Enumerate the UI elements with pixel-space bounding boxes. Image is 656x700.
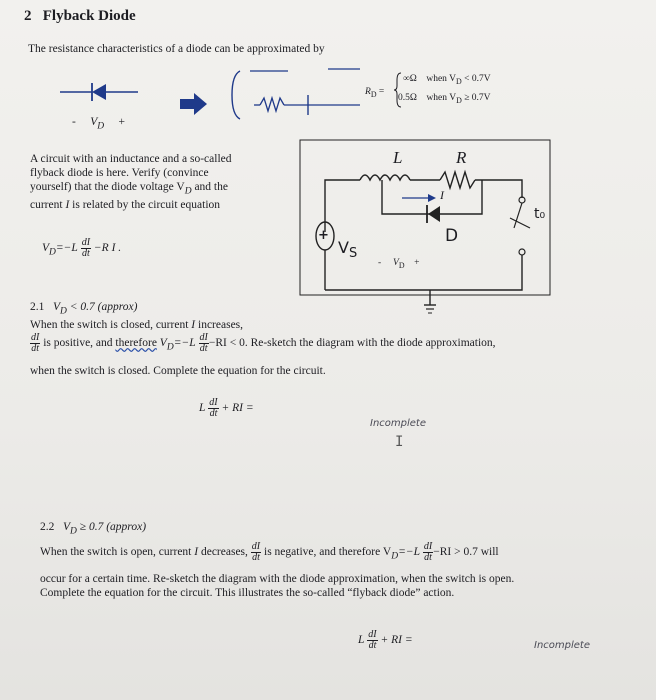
intro-text: The resistance characteristics of a diode can be approximated by bbox=[28, 43, 325, 55]
circuit-diode-vd-sub: D bbox=[398, 260, 405, 270]
part22-frac-num: dI bbox=[251, 541, 261, 552]
source-v: V bbox=[338, 238, 349, 257]
section-number: 2 bbox=[24, 8, 32, 24]
main-eq-tail: −R I . bbox=[93, 242, 122, 255]
part22-line2: occur for a certain time. Re-sketch the diagram with the diode approximation, when the switch is open. bbox=[40, 573, 515, 585]
part21-incomplete-note: Incomplete bbox=[370, 418, 426, 429]
part21-frac2-num: dI bbox=[199, 332, 208, 343]
rd-case1-rel: < 0.7V bbox=[464, 74, 491, 84]
part21-cond-v: V bbox=[53, 301, 61, 313]
rd-case2-value: 0.5Ω bbox=[398, 93, 417, 103]
part21-heading bbox=[30, 300, 137, 318]
part21-approx: (approx) bbox=[97, 301, 138, 313]
rd-case2-sub: D bbox=[456, 95, 462, 105]
part21-cond-sub: D bbox=[60, 306, 67, 317]
part21-eq-fraction bbox=[208, 398, 218, 419]
resistor-label: R bbox=[456, 148, 467, 167]
inductor-label: L bbox=[393, 148, 403, 167]
part22-incomplete-note: Incomplete bbox=[534, 640, 590, 651]
part21-line3: when the switch is closed. Complete the equation for the circuit. bbox=[30, 365, 326, 377]
rd-case1-sub: D bbox=[456, 76, 462, 86]
paragraph-current-symbol: I bbox=[65, 199, 70, 212]
rd-case2-cond: when V bbox=[426, 93, 457, 103]
rd-lhs-sub: D bbox=[370, 89, 377, 99]
circuit-diagram bbox=[300, 140, 570, 330]
source-sub: S bbox=[348, 246, 358, 262]
part21-frac-den: dt bbox=[31, 343, 40, 354]
section-heading bbox=[24, 8, 136, 25]
part21-fraction-2 bbox=[199, 333, 209, 354]
part21-eq-den: dt bbox=[209, 408, 218, 419]
switch-label: t₀ bbox=[534, 206, 546, 222]
right-arrow-icon bbox=[180, 93, 208, 115]
rd-case1-cond: when V bbox=[426, 74, 456, 84]
paragraph-line-4 bbox=[30, 198, 288, 212]
part21-eq-rest: + RI = bbox=[221, 402, 254, 415]
part22-cond-rel: ≥ 0.7 bbox=[79, 521, 104, 533]
part22-approx: (approx) bbox=[106, 521, 147, 533]
part21-fraction bbox=[30, 333, 40, 354]
rd-lhs-label: R bbox=[365, 87, 371, 97]
main-eq-lhs: V bbox=[42, 242, 50, 255]
part21-line1-current: I bbox=[191, 319, 196, 331]
part21-cond-rel: < 0.7 bbox=[69, 301, 95, 313]
part22-answer-eq bbox=[358, 630, 413, 651]
part21-answer-eq bbox=[199, 398, 254, 419]
part22-line1-sub: D bbox=[391, 551, 399, 562]
section-title: Flyback Diode bbox=[42, 8, 136, 24]
main-eq-fraction bbox=[81, 238, 91, 259]
circuit-diode-plus: + bbox=[414, 258, 420, 268]
part22-eq-den: dt bbox=[368, 640, 377, 651]
part22-frac2-den: dt bbox=[424, 552, 432, 563]
part22-fraction bbox=[251, 542, 261, 563]
part21-eq-num: dI bbox=[209, 397, 218, 408]
part21-frac2-den: dt bbox=[199, 343, 208, 354]
diode-label: D bbox=[445, 226, 459, 246]
circuit-diode-polarity bbox=[378, 258, 419, 270]
part21-line2-end: −RI < 0. Re-sketch the diagram with the diode approximation, bbox=[208, 337, 496, 350]
part21-line1 bbox=[30, 318, 243, 332]
part21-eq-l: L bbox=[199, 402, 206, 415]
part21-frac-num: dI bbox=[31, 332, 40, 343]
part22-line1-end: −RI > 0.7 will bbox=[433, 546, 499, 559]
part22-cond-sub: D bbox=[70, 526, 77, 537]
circuit-paragraph bbox=[30, 152, 288, 212]
source-label bbox=[338, 238, 357, 261]
part21-number: 2.1 bbox=[30, 301, 45, 313]
source-plus-sign: + bbox=[318, 228, 329, 243]
part21-line1-end: increases, bbox=[195, 319, 244, 331]
diode-minus-sign: - bbox=[72, 116, 76, 128]
part22-eq-fraction bbox=[367, 630, 377, 651]
rd-case-2 bbox=[398, 93, 491, 105]
rd-case-1 bbox=[403, 74, 491, 86]
paragraph-line-4-end: is related by the circuit equation bbox=[69, 199, 221, 212]
part21-therefore: therefore bbox=[115, 337, 157, 350]
part22-frac2-num: dI bbox=[423, 541, 433, 552]
main-eq-num: dI bbox=[81, 237, 91, 248]
paragraph-vd-sub: D bbox=[184, 186, 192, 197]
part21-line1-text: When the switch is closed, current bbox=[30, 319, 192, 331]
main-eq-mid: =−L bbox=[55, 242, 78, 255]
main-equation bbox=[42, 238, 121, 259]
part22-line1-mid: =−L bbox=[398, 546, 420, 559]
part22-heading bbox=[40, 520, 146, 538]
paragraph-line-2: flyback diode is here. Verify (convince bbox=[30, 167, 209, 179]
part22-line1-start: When the switch is open, current bbox=[40, 546, 195, 559]
part22-line3: Complete the equation for the circuit. This illustrates the so-called “flyback diode” action. bbox=[40, 587, 455, 599]
part22-eq-rest: + RI = bbox=[380, 634, 413, 647]
rd-lhs bbox=[365, 87, 384, 99]
diode-approx-sketch bbox=[210, 65, 360, 125]
paragraph-line-3-text: yourself) that the diode voltage V bbox=[30, 181, 185, 193]
circuit-diode-vd: V bbox=[393, 258, 399, 268]
part21-line2-v: V bbox=[156, 337, 167, 350]
text-cursor-icon: I bbox=[395, 434, 404, 450]
rd-case1-value: ∞Ω bbox=[403, 74, 417, 84]
paragraph-line-3 bbox=[30, 180, 288, 198]
part22-fraction-2 bbox=[423, 542, 433, 563]
part22-line1 bbox=[40, 542, 499, 563]
paragraph-line-4-start: current bbox=[30, 199, 66, 212]
part22-eq-l: L bbox=[358, 634, 365, 647]
diode-polarity bbox=[72, 115, 125, 133]
part21-line2 bbox=[30, 333, 496, 354]
part22-number: 2.2 bbox=[40, 521, 55, 533]
part22-line1-decreases: decreases, bbox=[198, 546, 248, 559]
part21-line2-sub: D bbox=[166, 342, 174, 353]
rd-case2-rel: ≥ 0.7V bbox=[464, 93, 491, 103]
rd-equals: = bbox=[378, 87, 385, 97]
paragraph-line-3-end: and the bbox=[191, 181, 228, 193]
diode-vd-label: V bbox=[90, 116, 98, 128]
part22-frac-den: dt bbox=[252, 552, 260, 563]
diode-vd-sub: D bbox=[97, 121, 105, 132]
diode-symbol bbox=[60, 80, 150, 104]
current-arrow-label: I bbox=[440, 188, 444, 202]
part22-line1-negative: is negative, and therefore V bbox=[261, 546, 392, 559]
paragraph-line-1: A circuit with an inductance and a so-called bbox=[30, 153, 232, 165]
main-eq-sub: D bbox=[49, 247, 56, 258]
part22-eq-num: dI bbox=[368, 629, 377, 640]
circuit-diode-minus: - bbox=[378, 258, 382, 268]
part21-line2-start: is positive, and bbox=[40, 337, 116, 350]
part22-line1-current: I bbox=[194, 546, 199, 559]
part22-cond-v: V bbox=[63, 521, 71, 533]
diode-plus-sign: + bbox=[118, 116, 125, 128]
main-eq-den: dt bbox=[81, 248, 90, 259]
part21-line2-mid: =−L bbox=[173, 337, 196, 350]
